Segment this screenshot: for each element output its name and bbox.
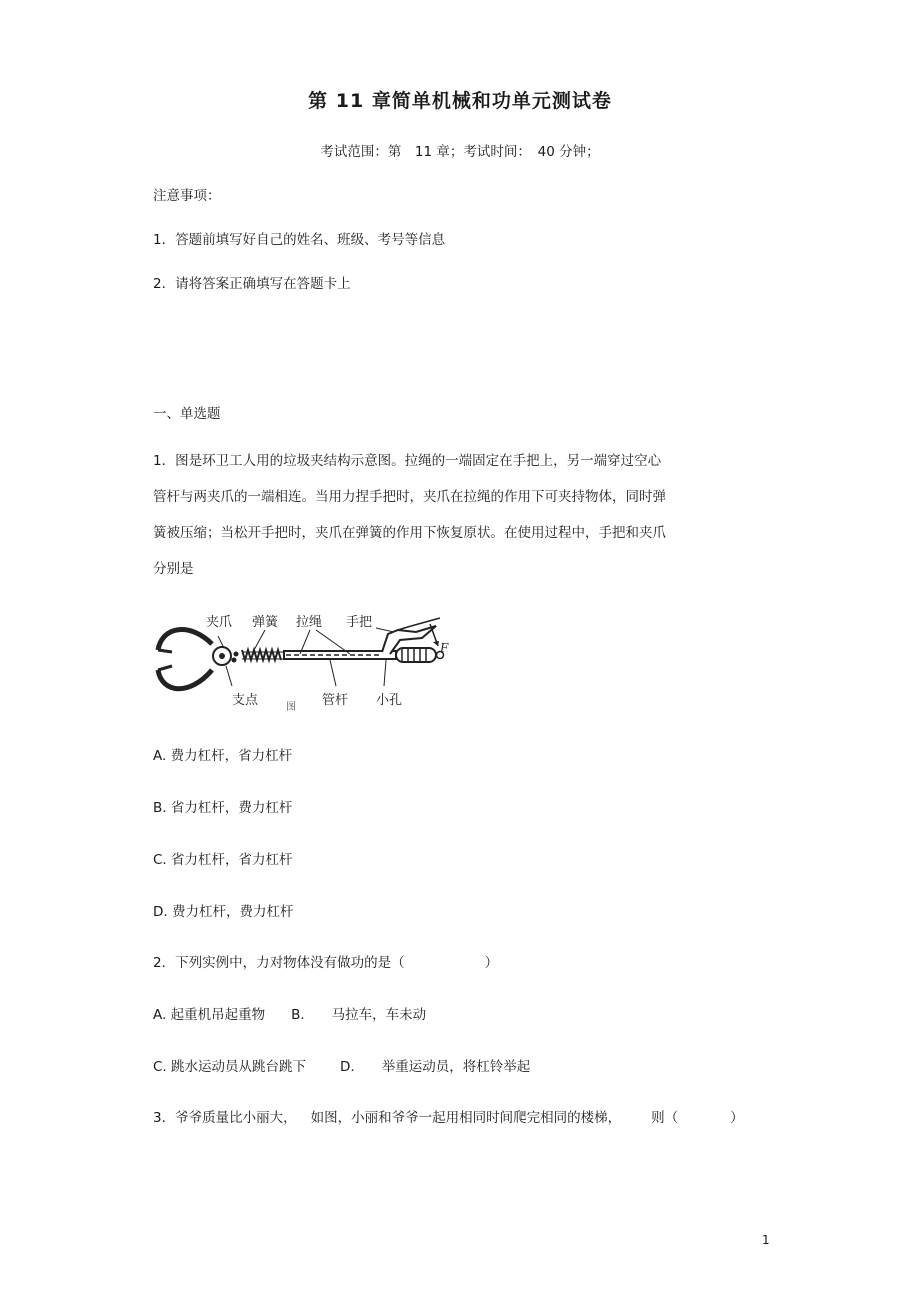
garbage-clamp-figure [150,604,450,712]
claw-lower-shape [158,670,212,689]
option-d: D. 举重运动员，将杠铃举起 [340,1059,531,1075]
option-b: B. 省力杠杆，费力杠杆 [153,800,293,816]
question-3-stem [153,1106,744,1126]
label-pivot: 支点 [232,693,259,708]
section-heading: 一、单选题 [153,406,221,422]
label-caption: 图 [286,702,296,712]
option-d: D. 费力杠杆，费力杠杆 [153,904,294,920]
label-handle: 手把 [346,615,373,630]
option-a: A. 起重机吊起重物 [153,1007,266,1023]
note-item: 1．答题前填写好自己的姓名、班级、考号等信息 [153,232,446,248]
question-2-options-row [153,1003,426,1023]
question-3-part: 3．爷爷质量比小丽大， [153,1110,297,1126]
option-b: B. 马拉车，车未动 [291,1007,427,1023]
label-spring: 弹簧 [252,615,279,630]
option-c: C. 跳水运动员从跳台跳下 [153,1059,307,1075]
question-3-part: 则（ [651,1110,679,1126]
question-1-line: 分别是 [153,561,194,577]
question-1-line: 1．图是环卫工人用的垃圾夹结构示意图。拉绳的一端固定在手把上，另一端穿过空心 [153,453,662,469]
claw-upper-shape [158,630,212,650]
question-2-close: ） [484,955,499,971]
notes-heading: 注意事项： [153,188,221,204]
option-c: C. 省力杠杆，省力杠杆 [153,852,293,868]
question-3-close: ） [730,1110,744,1126]
label-claw: 夹爪 [206,615,233,630]
label-hole: 小孔 [376,693,403,708]
label-force: F [440,641,449,655]
page-number: 1 [762,1233,770,1247]
question-1-line: 簧被压缩；当松开手把时，夹爪在弹簧的作用下恢复原状。在使用过程中，手把和夹爪 [153,525,666,541]
question-2-stem [153,951,498,971]
question-2-text: 2．下列实例中，力对物体没有做功的是（ [153,955,405,971]
question-3-part: 如图，小丽和爷爷一起用相同时间爬完相同的楼梯， [310,1110,622,1126]
exam-scope: 考试范围：第 11 章；考试时间： 40 分钟； [320,144,600,160]
question-2-options-row [153,1055,530,1075]
note-item: 2．请将答案正确填写在答题卡上 [153,276,351,292]
label-rope: 拉绳 [296,615,323,630]
option-a: A. 费力杠杆，省力杠杆 [153,748,293,764]
page-title: 第 11 章简单机械和功单元测试卷 [308,90,612,112]
question-1-line: 管杆与两夹爪的一端相连。当用力捏手把时，夹爪在拉绳的作用下可夹持物体，同时弹 [153,489,666,505]
label-tube: 管杆 [322,693,349,708]
